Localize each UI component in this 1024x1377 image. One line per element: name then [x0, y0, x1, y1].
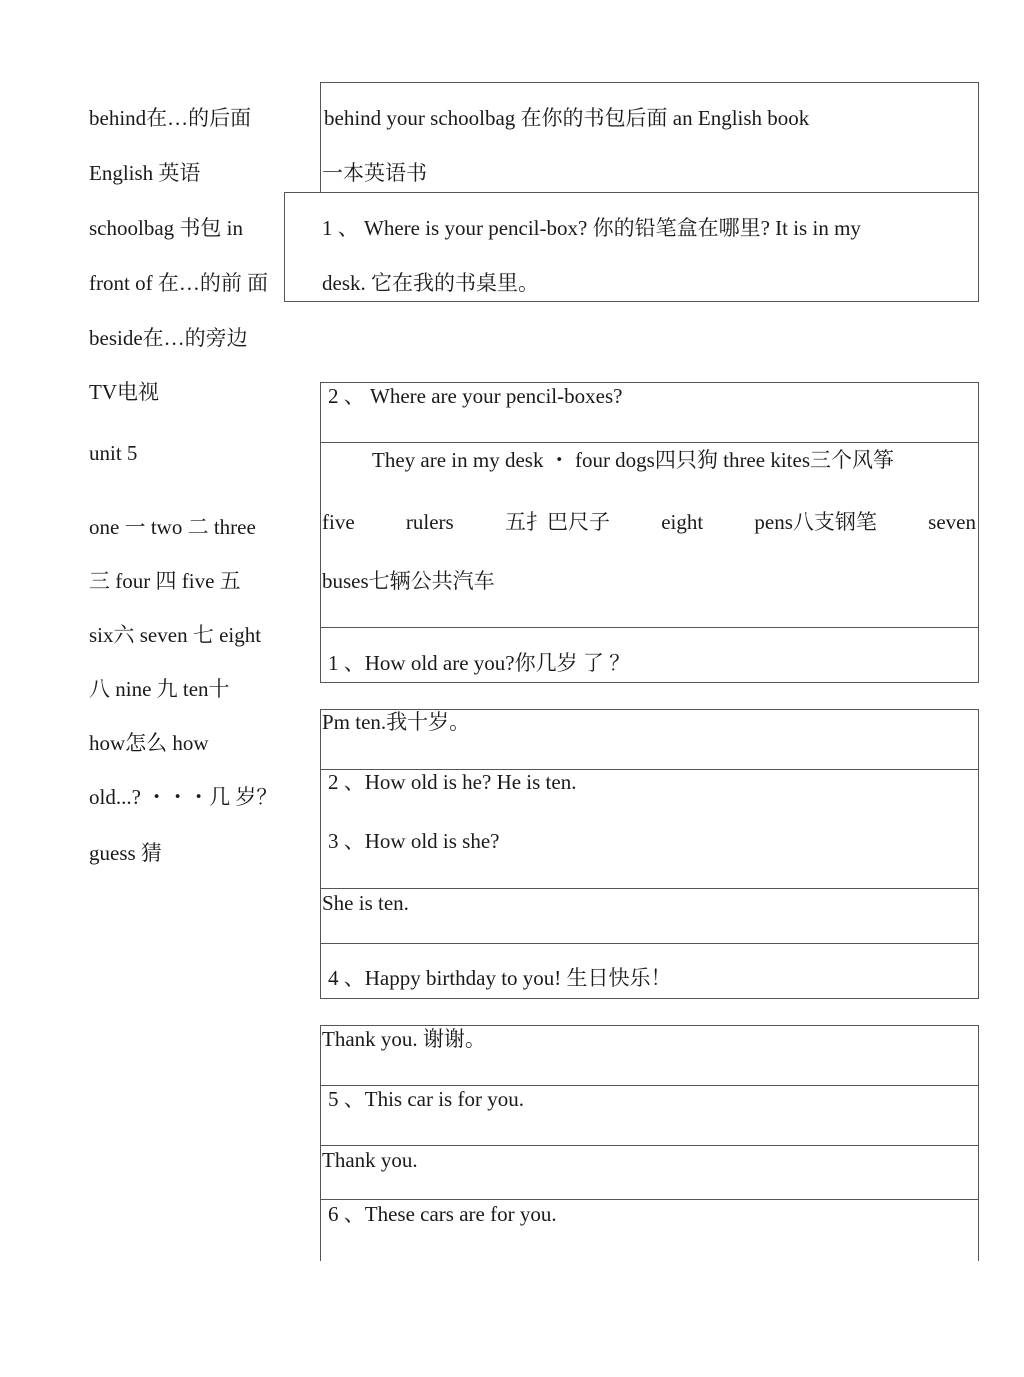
phrase-line: behind your schoolbag 在你的书包后面 an English book [324, 106, 810, 130]
phrase-line: 一本英语书 [322, 161, 427, 185]
vocab-item: 三 four 四 five 五 [89, 569, 241, 593]
row-divider [320, 1145, 979, 1146]
vocab-item: six六 seven 七 eight [89, 623, 262, 647]
sentence-line: 1 、 Where is your pencil-box? 你的铅笔盒在哪里? It is in my [322, 216, 861, 240]
vocab-word: pens八支钢笔 [754, 510, 877, 534]
answer-line: Thank you. 谢谢。 [322, 1027, 486, 1051]
vocab-word: rulers [405, 510, 454, 534]
sentence-line: desk. 它在我的书桌里。 [322, 271, 539, 295]
answer-line: Pm ten.我十岁。 [322, 710, 471, 734]
vocab-item: front of 在…的前 面 [89, 271, 269, 295]
row-divider [320, 627, 979, 628]
vocab-word: seven [928, 510, 976, 534]
row-divider [320, 1199, 979, 1200]
vocab-word: eight [661, 510, 704, 534]
vocab-item: English 英语 [89, 161, 201, 185]
row-divider [320, 888, 979, 889]
vocab-item: old...? ・・・几 岁？ [89, 785, 278, 809]
row-divider [320, 442, 979, 443]
vocab-word: five [322, 510, 355, 534]
vocab-item: schoolbag 书包 in [89, 216, 243, 240]
answer-line: She is ten. [322, 891, 409, 915]
vocab-item: how怎么 how [89, 731, 209, 755]
question-line: 3 、How old is she? [328, 829, 500, 853]
vocab-item: beside在…的旁边 [89, 326, 248, 350]
vocab-item: 八 nine 九 ten十 [89, 677, 230, 701]
question-line: 4 、Happy birthday to you! 生日快乐！ [328, 966, 672, 990]
vocab-item: behind在…的后面 [89, 106, 252, 130]
vocab-item: guess 猜 [89, 841, 162, 865]
vocab-row [322, 512, 976, 533]
vocab-item: TV电视 [89, 380, 159, 404]
question-line: 2 、How old is he? He is ten. [328, 770, 577, 794]
vocab-line: buses七辆公共汽车 [322, 569, 495, 593]
question-line: 1 、How old are you?你几岁 了 ？ [328, 651, 631, 675]
question-line: 2 、 Where are your pencil-boxes? [328, 384, 623, 408]
sentence-box-4 [320, 709, 979, 999]
question-line: 5 、This car is for you. [328, 1087, 524, 1111]
vocab-item: unit 5 [89, 441, 138, 465]
vocab-item: one 一 two 二 three [89, 515, 256, 539]
vocab-word: 五扌巴尺子 [504, 510, 610, 534]
row-divider [320, 943, 979, 944]
question-line: 6 、These cars are for you. [328, 1202, 557, 1226]
answer-line: Thank you. [322, 1148, 418, 1172]
row-divider [320, 1085, 979, 1086]
answer-line: They are in my desk ・ four dogs四只狗 three kites三个风筝 [372, 448, 894, 472]
